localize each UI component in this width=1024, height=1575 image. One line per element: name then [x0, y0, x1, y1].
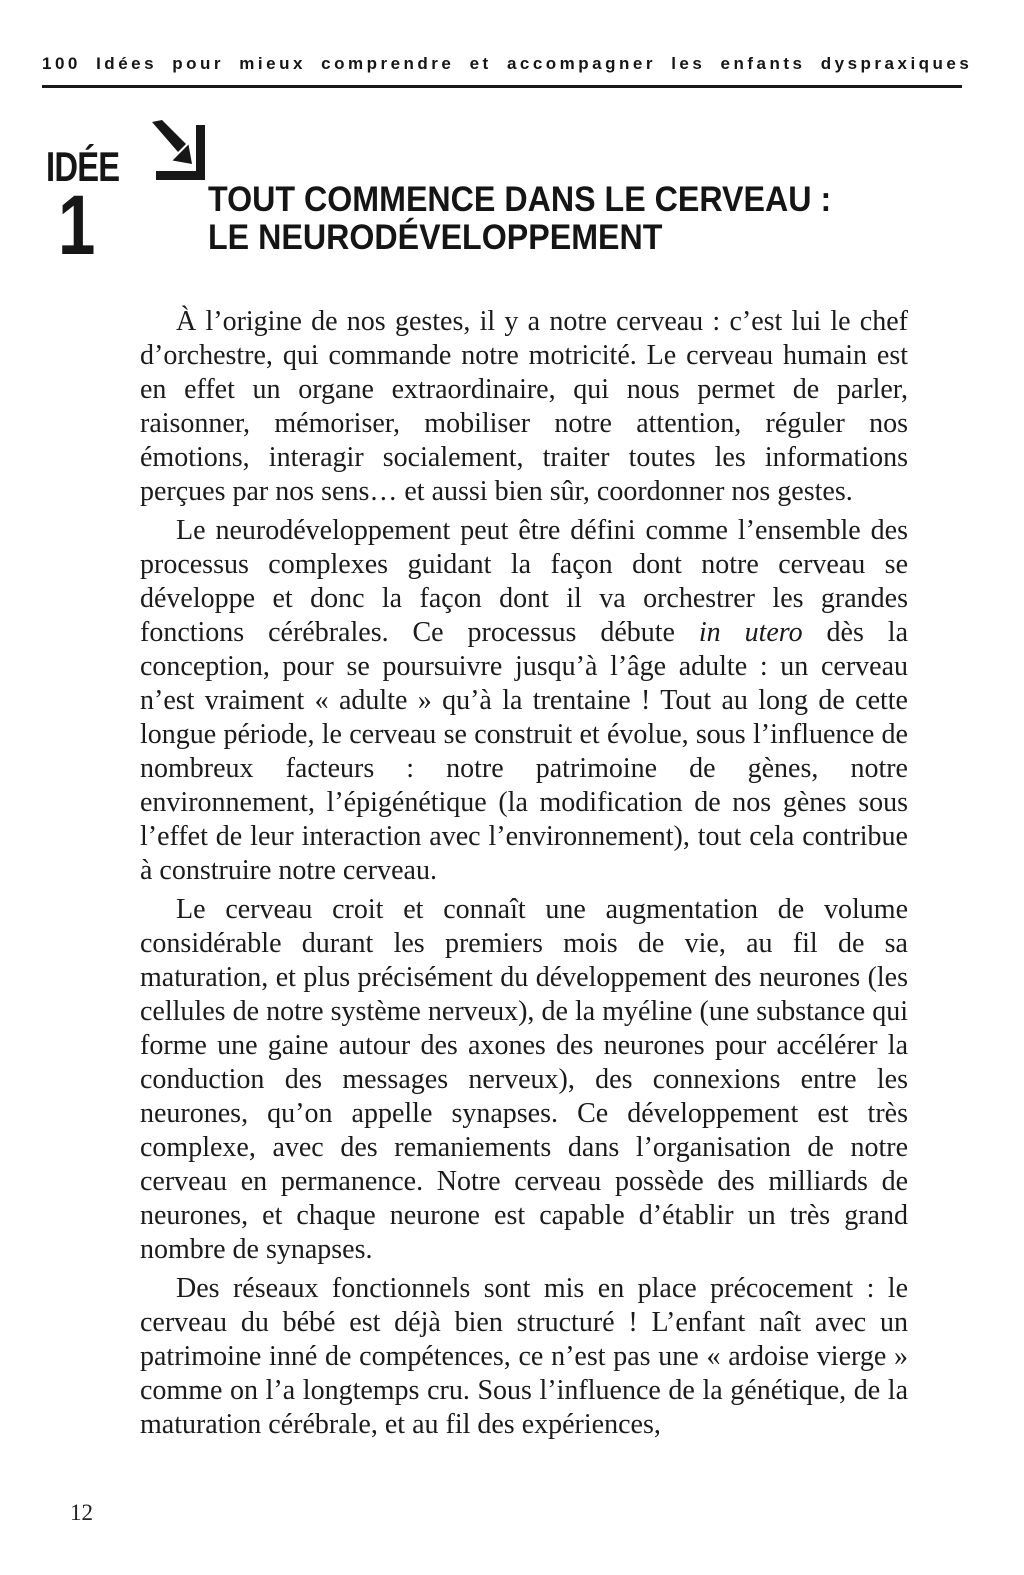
body-text	[140, 305, 908, 1447]
paragraph-4-text: Des réseaux fonctionnels sont mis en place précocement : le cerveau du bébé est déjà bien structuré ! L’enfant naît avec un patrimoine inné de compétences, ce n’est pas une « ardoise vierge » comme on l’a longtemps cru. Sous l’influence de la génétique, de la maturation cérébrale, et au fil des expériences,	[140, 1273, 908, 1440]
idea-label: IDÉE	[46, 143, 120, 190]
paragraph-2	[140, 514, 908, 888]
paragraph-3-text: Le cerveau croit et connaît une augmentation de volume considérable durant les premiers mois de vie, au fil de sa maturation, et plus précisément du développement des neurones (les cellules de notre système nerveux), de la myéline (une substance qui forme une gaine autour des axones des neurones pour accélérer la conduction des messages nerveux), des connexions entre les neurones, qu’on appelle synapses. Ce développement est très complexe, avec des remaniements dans l’organisation de notre cerveau en permanence. Notre cerveau possède des milliards de neurones, et chaque neurone est capable d’établir un très grand nombre de synapses.	[140, 894, 908, 1265]
paragraph-1-text: À l’origine de nos gestes, il y a notre cerveau : c’est lui le chef d’orchestre, qui commande notre motricité. Le cerveau humain est en effet un organe extraordinaire, qui nous permet de parler, raisonner, mémoriser, mobiliser notre attention, réguler nos émotions, interagir socialement, traiter toutes les informations perçues par nos sens… et aussi bien sûr, coordonner nos gestes.	[140, 306, 908, 507]
header-rule	[42, 85, 962, 88]
page-number: 12	[70, 1500, 93, 1525]
running-head-title: 100 Idées pour mieux comprendre et accompagner les enfants dyspraxiques	[42, 54, 973, 73]
paragraph-4	[140, 1272, 908, 1442]
paragraph-2-latin-phrase: in utero	[698, 617, 803, 648]
idea-number: 1	[58, 178, 96, 272]
paragraph-2-text-b: dès la conception, pour se poursuivre jusqu’à l’âge adulte : un cerveau n’est vraiment « adulte » qu’à la trentaine ! Tout au long de cette longue période, le cerveau se construit et évolue, sous l’influence de nombreux facteurs : notre patrimoine de gènes, notre environnement, l’épigénétique (la modification de nos gènes sous l’effet de leur interaction avec l’environnement), tout cela contribue à construire notre cerveau.	[140, 617, 909, 886]
chapter-title-line2: LE NEURODÉVELOPPEMENT	[208, 218, 663, 257]
paragraph-1	[140, 305, 908, 509]
chapter-title	[208, 181, 831, 257]
paragraph-2-text-a: Le neurodéveloppement peut être défini comme l’ensemble des processus complexes guidant la façon dont notre cerveau se développe et donc la façon dont il va orchestrer les grandes fonctions cérébrales. Ce processus débute	[140, 515, 908, 648]
paragraph-3	[140, 893, 908, 1267]
arrow-down-right-icon	[150, 120, 208, 183]
chapter-title-line1: TOUT COMMENCE DANS LE CERVEAU :	[208, 180, 832, 219]
